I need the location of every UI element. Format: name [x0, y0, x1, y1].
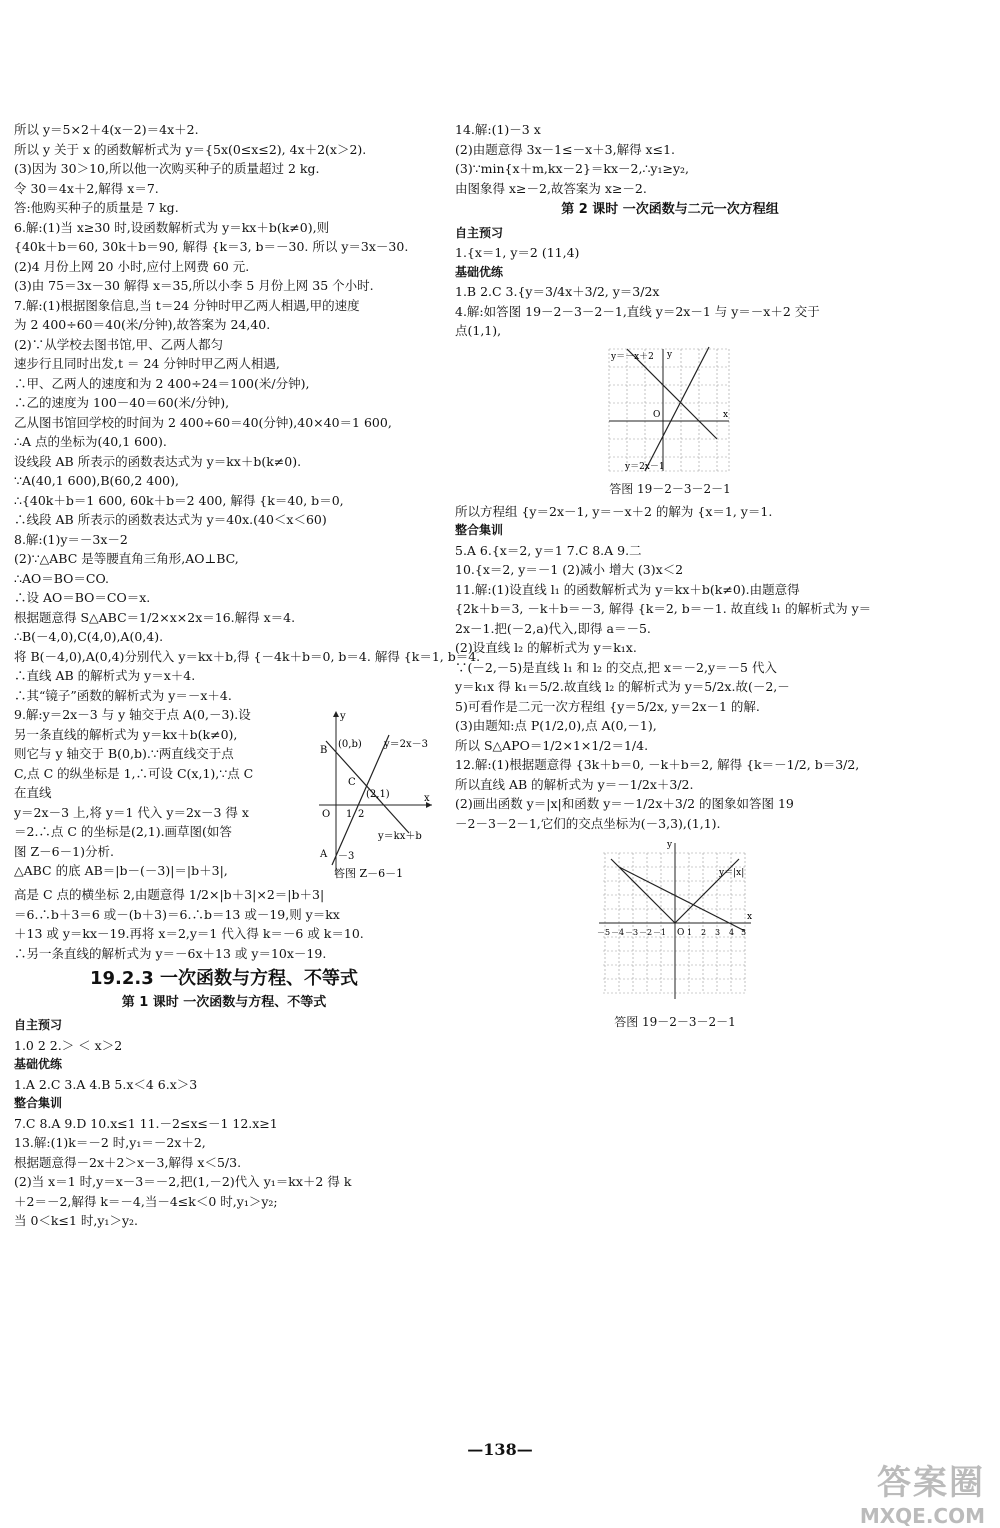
lesson-2-title: 第 2 课时 一次函数与二元一次方程组	[561, 202, 779, 217]
fig2-label: y	[667, 840, 673, 850]
fig2-label: －3	[625, 928, 639, 937]
text-line: y＝2x－3 上,将 y＝1 代入 y＝2x－3 得 x	[14, 804, 249, 820]
fig-z-label: (0,b)	[338, 739, 362, 750]
text-line: (2)设直线 l₂ 的解析式为 y＝k₁x.	[455, 640, 637, 655]
section-label: 基础优练	[14, 1057, 63, 1071]
problem-9-block	[14, 705, 434, 885]
text-line: 乙从图书馆回学校的时间为 2 400÷60＝40(分钟),40×40＝1 600,	[14, 414, 392, 430]
fig1-label: x	[723, 409, 729, 420]
fig2-label: O	[677, 928, 685, 938]
fig-z-label: A	[320, 849, 328, 860]
text-line: 1.A 2.C 3.A 4.B 5.x＜4 6.x＞3	[14, 1076, 198, 1092]
text-line: 2x－1.把(－2,a)代入,即得 a＝－5.	[455, 620, 651, 636]
text-line: ∴线段 AB 所表示的函数表达式为 y＝40x.(40＜x＜60)	[14, 512, 327, 527]
text-line: ＝6.∴b＋3＝6 或－(b＋3)＝6.∴b＝13 或－19,则 y＝kx	[14, 906, 340, 922]
text-line: 9.解:y＝2x－3 与 y 轴交于点 A(0,－3).设	[14, 707, 251, 722]
text-line: (3)因为 30＞10,所以他一次购买种子的质量超过 2 kg.	[14, 161, 320, 176]
fig2-label: 1	[687, 928, 693, 937]
text-line: (2)当 x＝1 时,y＝x－3＝－2,把(1,－2)代入 y₁＝kx＋2 得 k	[14, 1174, 352, 1189]
text-line: 将 B(－4,0),A(0,4)分别代入 y＝kx＋b,得 {－4k＋b＝0, b＝4. 解得 {k＝1, b＝4.	[14, 648, 481, 664]
text-line: 令 30＝4x＋2,解得 x＝7.	[14, 180, 159, 196]
text-line: (2)∵△ABC 是等腰直角三角形,AO⊥BC,	[14, 551, 239, 566]
text-line: 设线段 AB 所表示的函数表达式为 y＝kx＋b(k≠0).	[14, 453, 302, 469]
figure-1-graph	[605, 345, 733, 475]
fig1-label: O	[653, 409, 661, 420]
text-line: 当 0＜k≤1 时,y₁＞y₂.	[14, 1213, 138, 1228]
text-line: 5)可看作是二元一次方程组 {y＝5/2x, y＝2x－1 的解.	[455, 698, 760, 714]
text-line: 速步行且同时出发,t ＝ 24 分钟时甲乙两人相遇,	[14, 356, 280, 371]
fig-z-label: O	[322, 809, 331, 820]
right-block-c	[455, 502, 885, 834]
fig2-label: 5	[741, 928, 747, 937]
text-line: ＝2.∴点 C 的坐标是(2,1).画草图(如答	[14, 824, 232, 839]
figure-1-caption: 答图 19－2－3－2－1	[609, 482, 731, 496]
text-line: ∴B(－4,0),C(4,0),A(0,4).	[14, 629, 164, 644]
text-line: ∴其“镜子”函数的解析式为 y＝－x＋4.	[14, 687, 232, 703]
fig2-label: 3	[715, 928, 721, 937]
text-line: ∴设 AO＝BO＝CO＝x.	[14, 590, 151, 605]
fig-z-label: y＝2x－3	[384, 739, 429, 750]
text-line: 为 2 400÷60＝40(米/分钟),故答案为 24,40.	[14, 317, 271, 332]
text-line: ∴AO＝BO＝CO.	[14, 570, 109, 586]
text-line: (2)4 月份上网 20 小时,应付上网费 60 元.	[14, 258, 250, 274]
text-line: ＋13 或 y＝kx－19.再将 x＝2,y＝1 代入得 k＝－6 或 k＝10.	[14, 926, 364, 941]
text-line: 所以直线 AB 的解析式为 y＝－1/2x＋3/2.	[455, 776, 694, 792]
text-line: 则它与 y 轴交于 B(0,b).∵两直线交于点	[14, 746, 234, 761]
text-line: 4.解:如答图 19－2－3－2－1,直线 y＝2x－1 与 y＝－x＋2 交于	[455, 303, 820, 319]
text-line: y＝k₁x 得 k₁＝5/2.故直线 l₂ 的解析式为 y＝5/2x.故(－2,－	[455, 679, 790, 694]
text-line: ∴乙的速度为 100－40＝60(米/分钟),	[14, 395, 230, 410]
fig-z-label: C	[348, 777, 356, 788]
text-line: ∵(－2,－5)是直线 l₁ 和 l₂ 的交点,把 x＝－2,y＝－5 代入	[455, 659, 777, 675]
text-line: (3)由题知:点 P(1/2,0),点 A(0,－1),	[455, 718, 657, 733]
text-line: ∴{40k＋b＝1 600, 60k＋b＝2 400, 解得 {k＝40, b＝0,	[14, 492, 344, 508]
text-line: ∴直线 AB 的解析式为 y＝x＋4.	[14, 668, 196, 683]
fig1-label: y＝－x＋2	[611, 351, 654, 362]
fig2-label: －4	[611, 928, 625, 937]
fig2-label: x	[747, 912, 753, 922]
right-block-b	[455, 224, 885, 341]
text-line: ＋2＝－2,解得 k＝－4,当－4≤k＜0 时,y₁＞y₂;	[14, 1193, 278, 1209]
text-line: ∵A(40,1 600),B(60,2 400),	[14, 473, 179, 488]
fig2-label: y＝|x|	[719, 868, 745, 878]
fig-z-label: (2,1)	[366, 789, 390, 800]
right-column	[455, 120, 885, 1032]
text-line: 所以 y＝5×2＋4(x－2)＝4x＋2.	[14, 122, 199, 137]
text-line: ∴A 点的坐标为(40,1 600).	[14, 434, 167, 449]
text-line: 点(1,1),	[455, 323, 502, 338]
fig2-label: －1	[653, 928, 667, 937]
section-label: 自主预习	[455, 225, 504, 240]
right-block-a	[455, 120, 885, 198]
text-line: 10.{x＝2, y＝－1 (2)减小 增大 (3)x＜2	[455, 562, 684, 577]
fig-z-label: B	[320, 745, 328, 756]
text-line: 在直线	[14, 785, 52, 800]
text-line: 根据题意得－2x＋2＞x－3,解得 x＜5/3.	[14, 1154, 242, 1170]
text-line: {40k＋b＝60, 30k＋b＝90, 解得 {k＝3, b＝－30. 所以 y＝3x－30.	[14, 239, 409, 254]
text-line: 根据题意得 S△ABC＝1/2×x×2x＝16.解得 x＝4.	[14, 609, 296, 625]
section-label: 自主预习	[14, 1018, 63, 1032]
text-line: 13.解:(1)k＝－2 时,y₁＝－2x＋2,	[14, 1135, 206, 1150]
fig1-label: y	[667, 349, 673, 360]
page-number: —138—	[467, 1440, 533, 1459]
figure-2-graph	[595, 839, 755, 1007]
text-line: {2k＋b＝3, －k＋b＝－3, 解得 {k＝2, b＝－1. 故直线 l₁ 的解析式为 y＝	[455, 601, 872, 616]
fig2-label: －5	[597, 928, 611, 937]
text-line: 所以方程组 {y＝2x－1, y＝－x＋2 的解为 {x＝1, y＝1.	[455, 503, 773, 519]
fig-z-label: x	[424, 793, 430, 804]
text-line: 由图象得 x≥－2,故答案为 x≥－2.	[455, 180, 647, 196]
text-line: 8.解:(1)y＝－3x－2	[14, 531, 128, 547]
watermark-logo	[815, 1455, 985, 1528]
fig-z-label: 1	[346, 809, 353, 820]
text-line: －2－3－2－1,它们的交点坐标为(－3,3),(1,1).	[455, 815, 721, 831]
text-line: 5.A 6.{x＝2, y＝1 7.C 8.A 9.二	[455, 542, 642, 558]
text-line: 11.解:(1)设直线 l₁ 的函数解析式为 y＝kx＋b(k≠0).由题意得	[455, 581, 800, 597]
fig-z-caption: 答图 Z－6－1	[334, 867, 404, 880]
figure-2-caption: 答图 19－2－3－2－1	[614, 1014, 736, 1029]
text-line: △ABC 的底 AB＝|b－(－3)|＝|b＋3|,	[14, 863, 228, 878]
figure-19-2-3-2-1-b	[595, 839, 755, 1032]
watermark-url: MXQE.COM	[859, 1504, 985, 1528]
text-line: (2)由题意得 3x－1≤－x＋3,解得 x≤1.	[455, 141, 676, 157]
text-line: (3)∵min{x＋m,kx－2}＝kx－2,∴y₁≥y₂,	[455, 161, 690, 176]
fig-z-label: 2	[358, 809, 365, 820]
text-line: 高是 C 点的横坐标 2,由题意得 1/2×|b＋3|×2＝|b＋3|	[14, 887, 325, 902]
fig-z-label: y	[340, 711, 346, 722]
text-line: 14.解:(1)－3 x	[455, 122, 541, 137]
text-line: 1.{x＝1, y＝2 (11,4)	[455, 245, 580, 260]
section-title: 19.2.3 一次函数与方程、不等式	[89, 968, 359, 989]
left-block-c	[14, 885, 434, 963]
fig2-label: －2	[639, 928, 653, 937]
section-label: 基础优练	[455, 264, 504, 279]
figure-z-6-1	[314, 705, 434, 881]
text-line: 1.B 2.C 3.{y＝3/4x＋3/2, y＝3/2x	[455, 284, 660, 299]
fig2-label: 4	[729, 928, 735, 937]
text-line: ∴甲、乙两人的速度和为 2 400÷24＝100(米/分钟),	[14, 375, 310, 391]
text-line: 另一条直线的解析式为 y＝kx＋b(k≠0),	[14, 726, 238, 742]
left-block-d	[14, 1016, 434, 1231]
text-line: 7.解:(1)根据图象信息,当 t＝24 分钟时甲乙两人相遇,甲的速度	[14, 297, 360, 313]
fig2-label: 2	[701, 928, 707, 937]
text-line: (3)由 75＝3x－30 解得 x＝35,所以小李 5 月份上网 35 个小时.	[14, 278, 374, 293]
section-label: 整合集训	[14, 1096, 63, 1110]
text-line: 1.0 2 2.＞ ＜ x＞2	[14, 1037, 123, 1053]
text-line: 所以 y 关于 x 的函数解析式为 y＝{5x(0≤x≤2), 4x＋2(x＞2).	[14, 141, 367, 157]
left-block-b	[14, 705, 314, 881]
text-line: C,点 C 的纵坐标是 1,∴可设 C(x,1),∵点 C	[14, 765, 254, 781]
figure-19-2-3-2-1-a	[605, 345, 735, 500]
section-label: 整合集训	[455, 523, 504, 537]
fig-z-label: y＝kx＋b	[378, 831, 422, 842]
text-line: 12.解:(1)根据题意得 {3k＋b＝0, －k＋b＝2, 解得 {k＝－1/2, b＝3/2,	[455, 757, 860, 772]
fig-z-label: －3	[338, 851, 355, 862]
text-line: 答:他购买种子的质量是 7 kg.	[14, 200, 179, 215]
text-line: 所以 S△APO＝1/2×1×1/2＝1/4.	[455, 737, 649, 753]
text-line: (2)画出函数 y＝|x|和函数 y＝－1/2x＋3/2 的图象如答图 19	[455, 796, 794, 811]
lesson-1-title: 第 1 课时 一次函数与方程、不等式	[121, 994, 327, 1010]
text-line: (2)∵从学校去图书馆,甲、乙两人都匀	[14, 336, 224, 352]
text-line: 6.解:(1)当 x≥30 时,设函数解析式为 y＝kx＋b(k≠0),则	[14, 219, 330, 235]
text-line: 7.C 8.A 9.D 10.x≤1 11.－2≤x≤－1 12.x≥1	[14, 1115, 278, 1131]
watermark-text: 答案圈	[877, 1463, 985, 1503]
fig1-label: y＝2x－1	[625, 461, 665, 472]
text-line: ∴另一条直线的解析式为 y＝－6x＋13 或 y＝10x－19.	[14, 945, 327, 961]
text-line: 图 Z－6－1)分析.	[14, 843, 114, 859]
